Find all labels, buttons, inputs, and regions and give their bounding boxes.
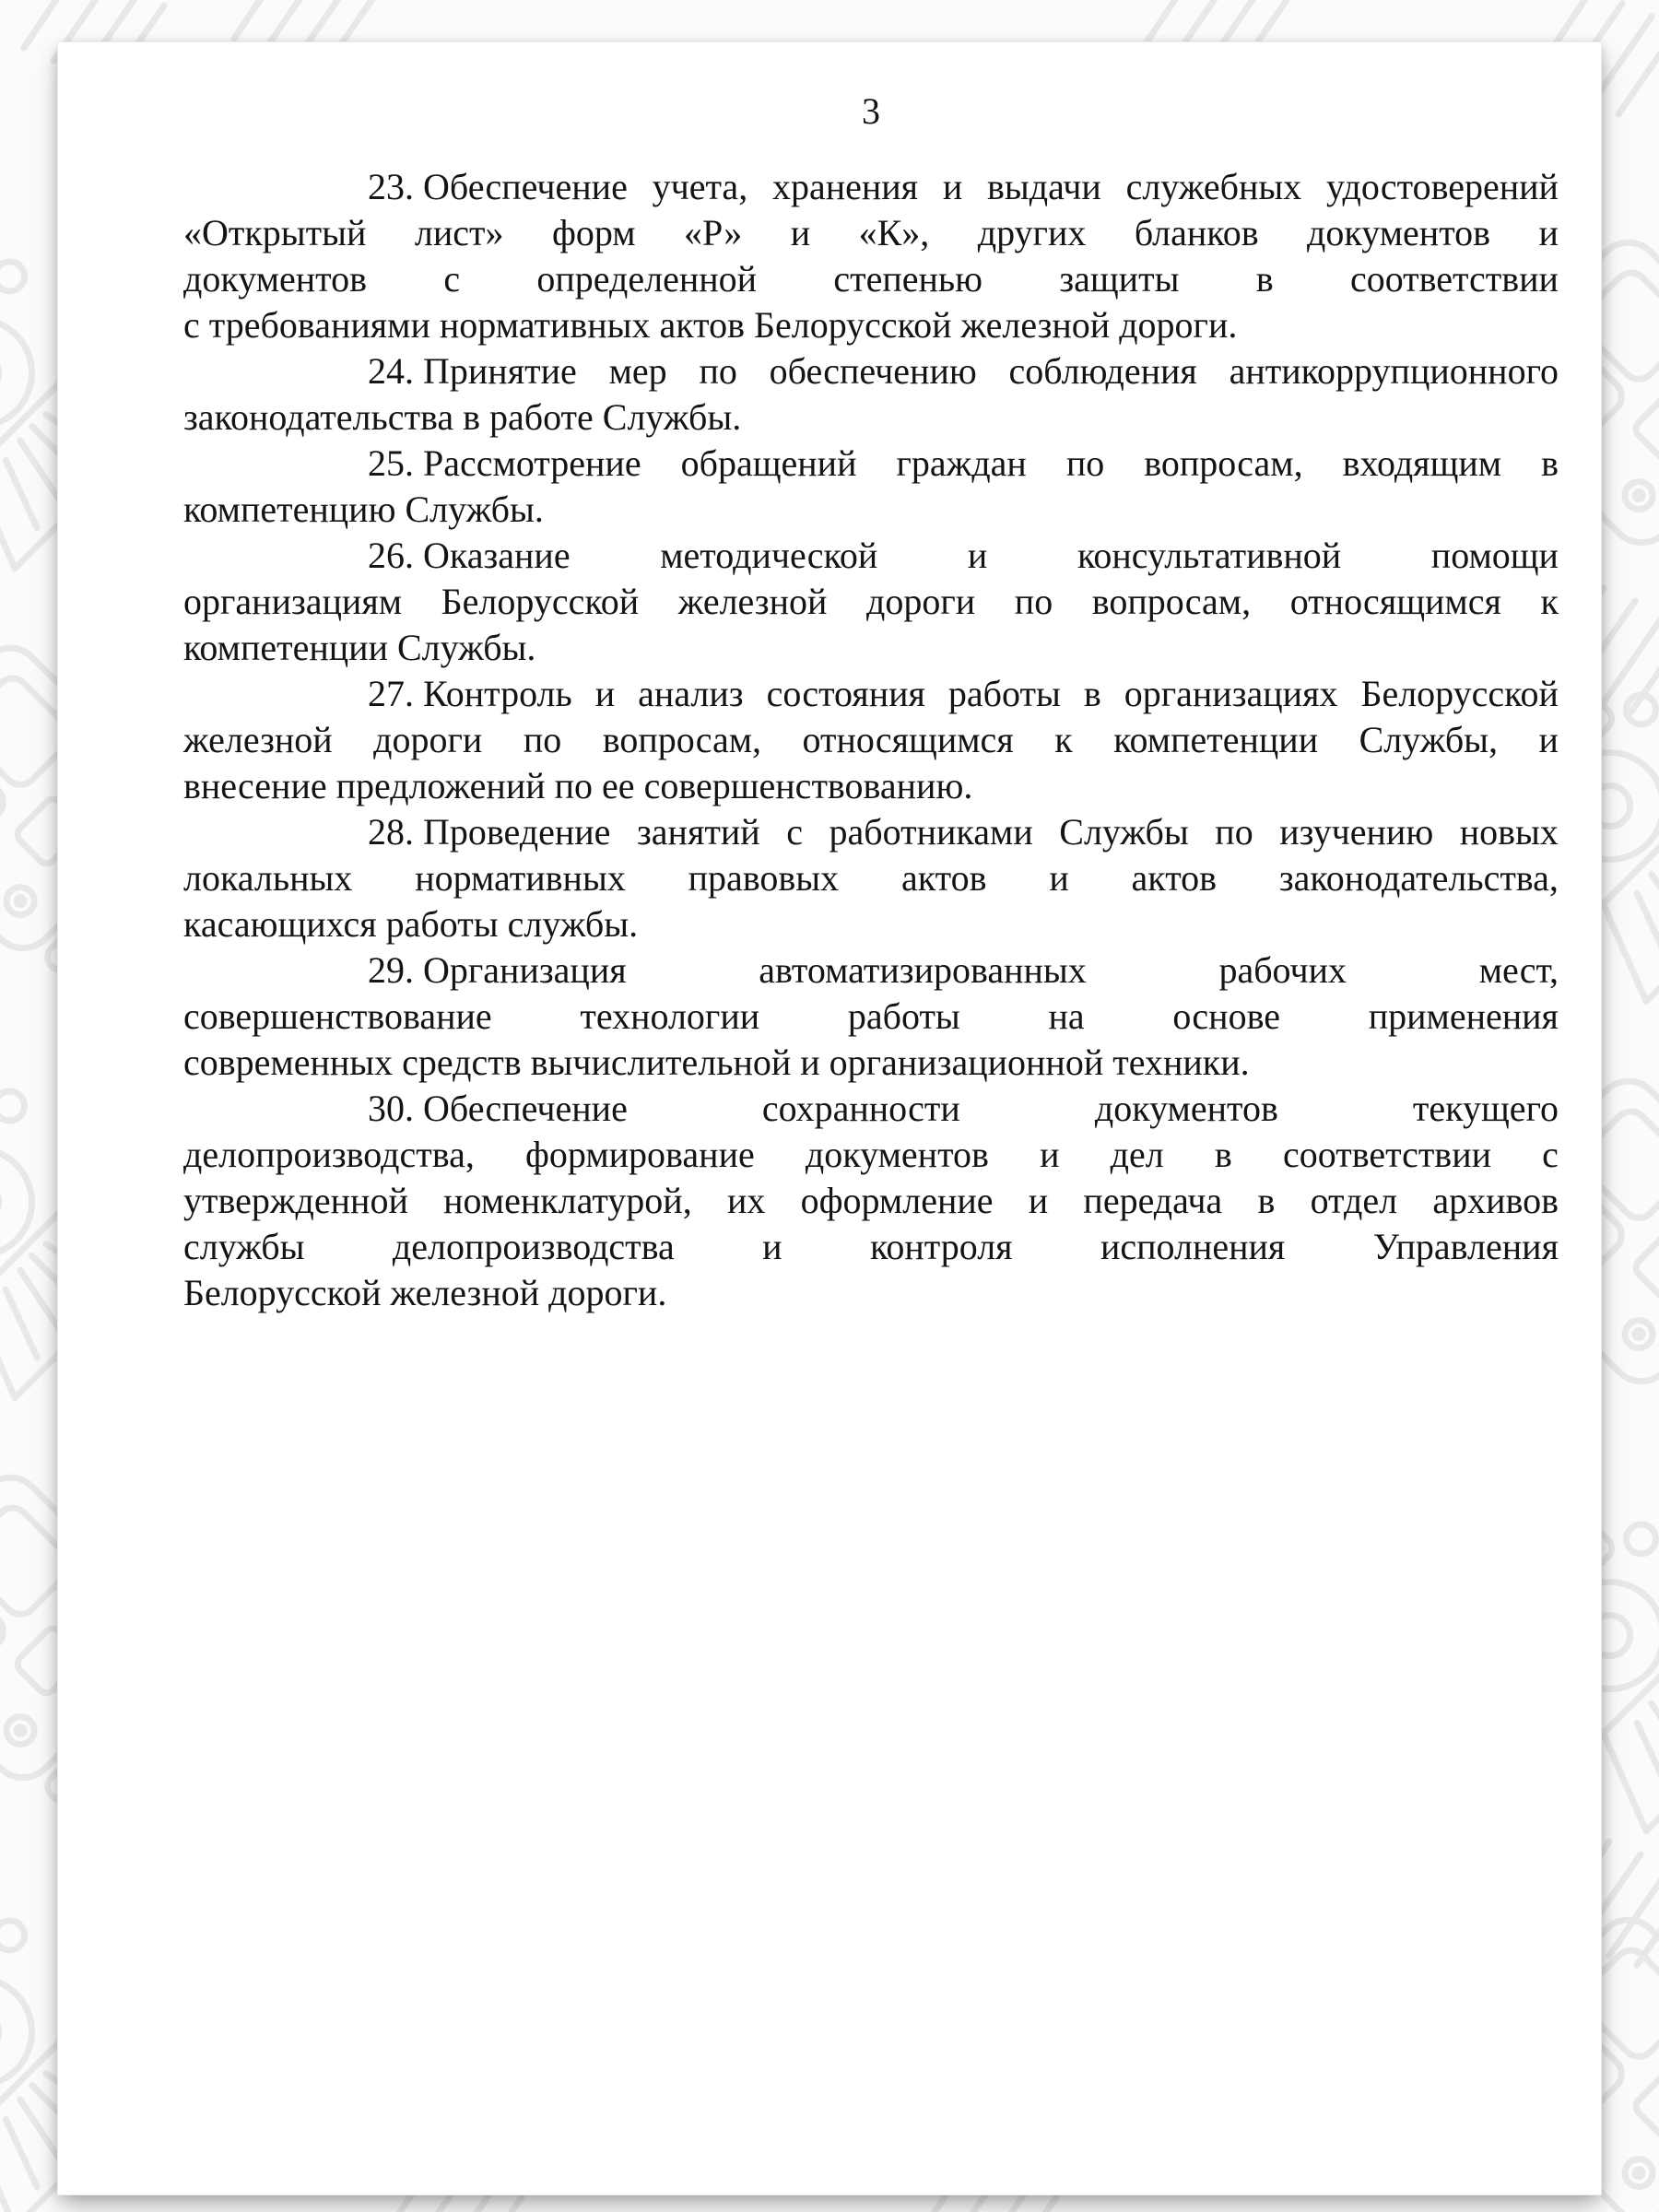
word: документов <box>183 258 368 300</box>
word: Службы, <box>1359 719 1499 760</box>
word: по <box>1065 442 1105 484</box>
word: в <box>1257 1180 1276 1221</box>
word: 28. Проведение <box>368 811 611 853</box>
word: техники. <box>1112 1041 1250 1083</box>
word: с <box>443 258 461 300</box>
text-line <box>183 579 1559 625</box>
paragraph <box>183 1086 1559 1316</box>
word: с <box>786 811 803 853</box>
text-line <box>183 164 1559 210</box>
word: «Р» <box>684 212 743 253</box>
word: служебных <box>1125 166 1302 207</box>
word: актов <box>659 304 746 346</box>
word: определенной <box>536 258 758 300</box>
word: соответствии <box>1349 258 1559 300</box>
word: в <box>1214 1134 1232 1175</box>
paragraph <box>183 947 1559 1086</box>
word: с <box>183 304 200 346</box>
paragraph <box>183 671 1559 809</box>
word: и <box>1538 719 1559 760</box>
word: дороги. <box>548 1272 667 1313</box>
word: железной <box>390 1272 540 1313</box>
paragraph <box>183 809 1559 947</box>
word: мест, <box>1478 949 1559 991</box>
text-line <box>183 809 1559 855</box>
word: по <box>1014 581 1053 622</box>
word: занятий <box>637 811 760 853</box>
text-line <box>183 1132 1559 1178</box>
word: учета, <box>652 166 748 207</box>
word: правовых <box>688 857 840 899</box>
word: по <box>1215 811 1253 853</box>
word: новых <box>1459 811 1559 853</box>
word: граждан <box>896 442 1027 484</box>
word: локальных <box>183 857 353 899</box>
text-line <box>183 1270 1559 1316</box>
text-line <box>183 1224 1559 1270</box>
text-line <box>183 1040 1559 1086</box>
word: консультативной <box>1077 535 1342 576</box>
text-line <box>183 210 1559 256</box>
word: и <box>1028 1180 1049 1221</box>
paragraph <box>183 533 1559 671</box>
word: нормативных <box>415 857 626 899</box>
word: исполнения <box>1100 1226 1286 1267</box>
word: состояния <box>766 673 925 714</box>
word: организациям <box>183 581 403 622</box>
text-line <box>183 441 1559 487</box>
text-line <box>183 1086 1559 1132</box>
word: текущего <box>1412 1088 1559 1129</box>
word: законодательства, <box>1278 857 1559 899</box>
word: вопросам, <box>1144 442 1303 484</box>
document-body <box>183 164 1559 1316</box>
paragraph <box>183 441 1559 533</box>
word: обеспечению <box>769 350 977 392</box>
word: Белорусской <box>1360 673 1559 714</box>
word: нормативных <box>439 304 651 346</box>
word: работе <box>488 396 594 438</box>
word: номенклатурой, <box>443 1180 692 1221</box>
word: дороги <box>866 581 976 622</box>
text-line <box>183 994 1559 1040</box>
word: выдачи <box>987 166 1101 207</box>
text-line <box>183 256 1559 302</box>
word: железной <box>960 304 1111 346</box>
word: 24. Принятие <box>368 350 577 392</box>
word: хранения <box>771 166 919 207</box>
word: сохранности <box>761 1088 960 1129</box>
word: к <box>1054 719 1073 760</box>
word: 27. Контроль <box>368 673 572 714</box>
word: вычислительной <box>530 1041 792 1083</box>
word: на <box>1048 995 1085 1037</box>
word: «Открытый <box>183 212 367 253</box>
text-line <box>183 947 1559 994</box>
word: законодательства <box>183 396 454 438</box>
word: совершенствование <box>183 995 492 1037</box>
word: документов <box>1094 1088 1278 1129</box>
word: в <box>1255 258 1274 300</box>
word: делопроизводства, <box>183 1134 475 1175</box>
word: компетенцию <box>183 488 396 530</box>
word: относящимся <box>1289 581 1501 622</box>
word: помощи <box>1430 535 1559 576</box>
word: вопросам, <box>1091 581 1252 622</box>
word: по <box>523 719 562 760</box>
word: и <box>942 166 963 207</box>
word: документов <box>1307 212 1491 253</box>
word: входящим <box>1342 442 1502 484</box>
word: методической <box>660 535 878 576</box>
text-line <box>183 717 1559 763</box>
word: работы <box>385 903 499 945</box>
word: железной <box>677 581 828 622</box>
word: и <box>1049 857 1069 899</box>
word: архивов <box>1432 1180 1559 1221</box>
word: дел <box>1110 1134 1164 1175</box>
word: Службы <box>1059 811 1189 853</box>
word: документов <box>805 1134 989 1175</box>
word: 23. Обеспечение <box>368 166 628 207</box>
word: и <box>800 1041 820 1083</box>
word: делопроизводства <box>392 1226 675 1267</box>
word: защиты <box>1059 258 1180 300</box>
word: по <box>554 765 594 806</box>
word: бланков <box>1134 212 1259 253</box>
word: актов <box>1131 857 1218 899</box>
word: совершенствованию. <box>643 765 973 806</box>
word: автоматизированных <box>759 949 1087 991</box>
word: форм <box>551 212 636 253</box>
word: внесение <box>183 765 327 806</box>
word: предложений <box>335 765 546 806</box>
word: и <box>594 673 616 714</box>
word: и <box>1538 212 1559 253</box>
paragraph <box>183 348 1559 441</box>
word: их <box>726 1180 766 1221</box>
word: Службы. <box>396 627 536 668</box>
word: Управления <box>1372 1226 1559 1267</box>
word: компетенции <box>1113 719 1319 760</box>
word: мер <box>608 350 667 392</box>
word: вопросам, <box>602 719 762 760</box>
word: контроля <box>869 1226 1013 1267</box>
text-line <box>183 302 1559 348</box>
word: применения <box>1368 995 1559 1037</box>
word: работы <box>847 995 960 1037</box>
word: работниками <box>829 811 1033 853</box>
word: и <box>790 212 811 253</box>
text-line <box>183 625 1559 671</box>
text-line <box>183 533 1559 579</box>
word: железной <box>183 719 333 760</box>
page-number: 3 <box>862 90 880 132</box>
word: средств <box>402 1041 522 1083</box>
word: и <box>1040 1134 1060 1175</box>
word: по <box>699 350 737 392</box>
word: рабочих <box>1218 949 1347 991</box>
word: других <box>977 212 1087 253</box>
word: Белорусской <box>754 304 952 346</box>
word: Службы. <box>405 488 544 530</box>
word: оформление <box>800 1180 994 1221</box>
word: относящимся <box>802 719 1014 760</box>
text-line <box>183 348 1559 394</box>
word: передача <box>1083 1180 1223 1221</box>
word: 26. Оказание <box>368 535 571 576</box>
word: дороги. <box>1119 304 1238 346</box>
text-line <box>183 394 1559 441</box>
word: с <box>1542 1134 1559 1175</box>
document-page <box>57 41 1602 2195</box>
word: утвержденной <box>183 1180 408 1221</box>
word: 30. Обеспечение <box>368 1088 628 1129</box>
word: и <box>762 1226 782 1267</box>
word: 25. Рассмотрение <box>368 442 641 484</box>
paragraph <box>183 164 1559 348</box>
text-line <box>183 671 1559 717</box>
word: организациях <box>1124 673 1338 714</box>
word: «К», <box>858 212 930 253</box>
word: касающихся <box>183 903 377 945</box>
word: работы <box>947 673 1061 714</box>
word: в <box>1541 442 1559 484</box>
word: службы <box>183 1226 305 1267</box>
word: организационной <box>829 1041 1104 1083</box>
word: службы. <box>507 903 639 945</box>
word: актов <box>901 857 987 899</box>
text-line <box>183 1178 1559 1224</box>
word: технологии <box>580 995 760 1037</box>
text-line <box>183 487 1559 533</box>
word: соответствии <box>1282 1134 1491 1175</box>
word: отдел <box>1310 1180 1398 1221</box>
word: удостоверений <box>1326 166 1559 207</box>
word: соблюдения <box>1008 350 1197 392</box>
word: в <box>463 396 480 438</box>
word: Службы. <box>602 396 742 438</box>
text-line <box>183 763 1559 809</box>
word: Белорусской <box>441 581 640 622</box>
word: анализ <box>638 673 744 714</box>
text-line <box>183 901 1559 947</box>
word: Белорусской <box>183 1272 382 1313</box>
word: антикоррупционного <box>1229 350 1559 392</box>
word: компетенции <box>183 627 388 668</box>
word: лист» <box>414 212 504 253</box>
word: в <box>1083 673 1101 714</box>
word: формирование <box>525 1134 755 1175</box>
word: изучению <box>1279 811 1434 853</box>
word: основе <box>1172 995 1280 1037</box>
word: ее <box>602 765 635 806</box>
word: степенью <box>833 258 983 300</box>
word: требованиями <box>208 304 430 346</box>
word: дороги <box>373 719 483 760</box>
word: современных <box>183 1041 394 1083</box>
word: к <box>1540 581 1559 622</box>
word: обращений <box>680 442 857 484</box>
text-line <box>183 855 1559 901</box>
word: и <box>967 535 988 576</box>
word: 29. Организация <box>368 949 627 991</box>
